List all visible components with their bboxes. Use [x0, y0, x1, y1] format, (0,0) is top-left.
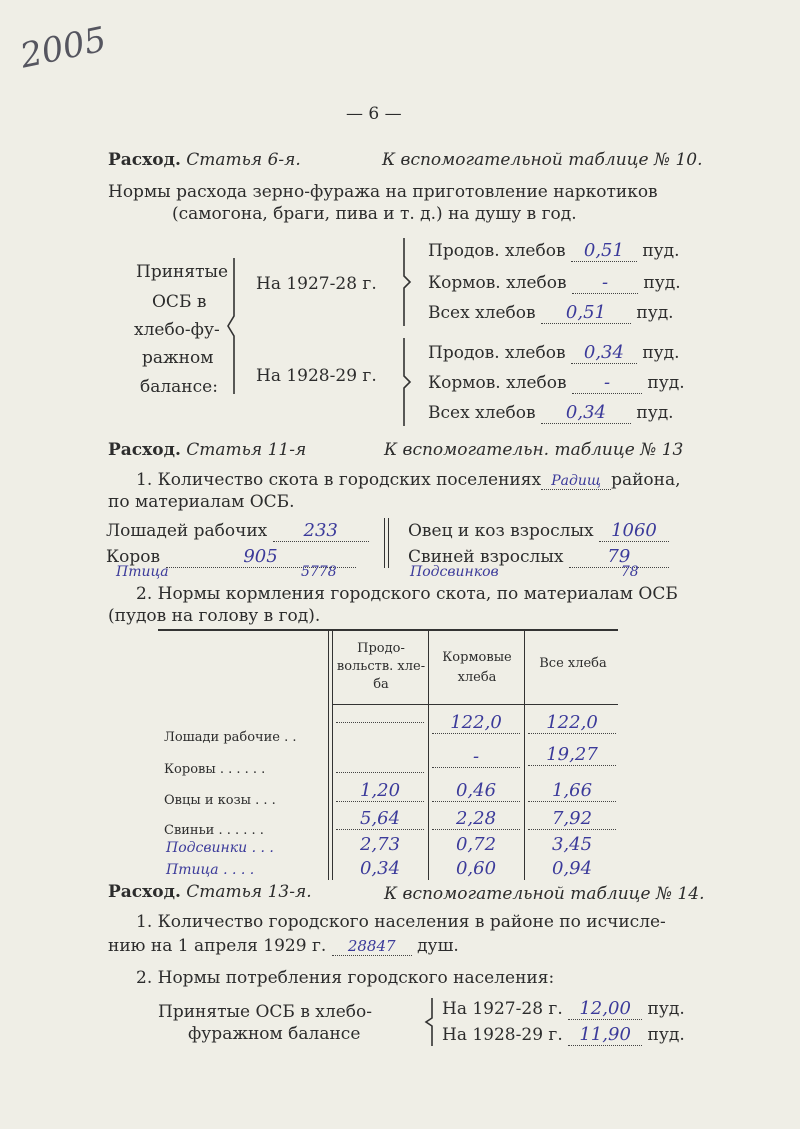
s6-row-3: Всех хлебов 0,51 пуд. [428, 302, 674, 323]
s6-left-label-3: хлебо-фу- [134, 320, 220, 340]
s11-item1-line1: 1. Количество скота в городских поселениях Радищ района, [136, 470, 681, 490]
s6-year-2: На 1928-29 г. [256, 366, 377, 386]
s11-pigs-value: 79 [569, 546, 669, 568]
s13-heading [108, 882, 312, 902]
table-row-3-food: 1,20 [336, 780, 424, 802]
table-row-3-fodder: 0,46 [432, 780, 520, 802]
s6-row-2: Кормов. хлебов - пуд. [428, 272, 681, 293]
s13-year-1: На 1927-28 г. 12,00 пуд. [442, 998, 685, 1019]
corner-note: 2005 [16, 19, 110, 77]
s6-row-1: Продов. хлебов 0,51 пуд. [428, 240, 680, 261]
s6-table-ref: К вспомогательной таблице № 10. [382, 150, 703, 170]
table-row-4-label: Свиньи . . . . . . [164, 823, 264, 838]
s11-table-ref: К вспомогательн. таблице № 13 [384, 440, 684, 460]
table-row-1-fodder: 122,0 [432, 712, 520, 734]
table-row-6-label: Птица . . . . [166, 862, 255, 878]
s11-bird-value: 5778 [300, 564, 337, 580]
s6-left-label-5: балансе: [140, 377, 218, 397]
s6-title-line2: (самогона, браги, пива и т. д.) на душу в год. [172, 204, 577, 224]
s11-cows: Коров 905 [106, 546, 356, 568]
s6-left-label-4: ражном [142, 348, 214, 368]
page-number: — 6 — [346, 104, 402, 124]
s13-brace [422, 996, 436, 1048]
s13-population-value: 28847 [332, 937, 412, 956]
s6-left-label-2: ОСБ в [152, 292, 207, 312]
table-row-3-label: Овцы и козы . . . [164, 793, 276, 808]
s11-item1-line2: по материалам ОСБ. [108, 492, 295, 512]
s13-left-line2: фуражном балансе [188, 1024, 361, 1044]
s11-piglets-value: 78 [620, 564, 639, 580]
table-row-5-total: 3,45 [551, 834, 593, 855]
table-row-1-food [336, 722, 424, 723]
s11-horses: Лошадей рабочих 233 [106, 520, 369, 542]
s6-rashod: Расход. [108, 150, 181, 170]
s6-title-line1: Нормы расхода зерно-фуража на приготовление наркотиков [108, 182, 658, 202]
s13-table-ref: К вспомогательной таблице № 14. [384, 884, 705, 904]
s13-year-1-value: 12,00 [568, 998, 642, 1020]
table-header-food: Продо-вольств. хле-ба [336, 641, 426, 692]
s11-heading [108, 440, 306, 460]
s6-row-4: Продов. хлебов 0,34 пуд. [428, 342, 680, 363]
table-row-6-total: 0,94 [551, 858, 593, 879]
table-row-2-total: 19,27 [528, 744, 616, 766]
s6-row-2-value: - [572, 272, 638, 294]
s13-article: Статья 13-я. [186, 882, 312, 902]
table-row-3-total: 1,66 [528, 780, 616, 802]
s11-horses-value: 233 [273, 520, 369, 542]
s6-left-brace [226, 256, 242, 396]
s13-left-line1: Принятые ОСБ в хлебо- [158, 1002, 372, 1022]
table-row-1-label: Лошади рабочие . . [164, 730, 297, 745]
s11-cows-value: 905 [166, 546, 356, 568]
s6-row-6: Всех хлебов 0,34 пуд. [428, 402, 674, 423]
s6-article: Статья 6-я. [186, 150, 301, 170]
s6-brace-top [396, 236, 412, 328]
table-row-6-food: 0,34 [359, 858, 401, 879]
table-row-5-food: 2,73 [359, 834, 401, 855]
s6-row-1-value: 0,51 [571, 240, 637, 262]
table-row-5-label: Подсвинки . . . [166, 840, 274, 856]
table-row-4-food: 5,64 [336, 808, 424, 830]
s6-row-5-value: - [572, 372, 642, 394]
s6-heading [108, 150, 301, 170]
s13-item2: 2. Нормы потребления городского населения: [136, 968, 555, 988]
s13-item1-line1: 1. Количество городского населения в районе по исчисле- [136, 912, 666, 932]
s6-row-6-value: 0,34 [541, 402, 631, 424]
s11-item2-line1: 2. Нормы кормления городского скота, по материалам ОСБ [136, 584, 678, 604]
table-row-2-fodder: - [432, 746, 520, 768]
s13-year-2-value: 11,90 [568, 1024, 642, 1046]
s11-district-name: Радищ [541, 473, 611, 490]
s6-brace-bottom [396, 336, 412, 428]
table-row-1-total: 122,0 [528, 712, 616, 734]
s11-article: Статья 11-я [186, 440, 307, 460]
s11-piglets: Подсвинков 78 [410, 564, 639, 580]
s11-pigs: Свиней взрослых 79 [408, 546, 669, 568]
s11-sheep-value: 1060 [599, 520, 669, 542]
s6-row-4-value: 0,34 [571, 342, 637, 364]
s6-row-5: Кормов. хлебов - пуд. [428, 372, 685, 393]
table-row-5-fodder: 0,72 [455, 834, 497, 855]
table-header-fodder: Кормовые хлеба [442, 650, 512, 685]
s13-rashod: Расход. [108, 882, 181, 902]
table-row-4-fodder: 2,28 [432, 808, 520, 830]
table-row-4-total: 7,92 [528, 808, 616, 830]
s6-row-3-value: 0,51 [541, 302, 631, 324]
s13-year-2: На 1928-29 г. 11,90 пуд. [442, 1024, 685, 1045]
s11-sheep: Овец и коз взрослых 1060 [408, 520, 669, 542]
s11-rashod: Расход. [108, 440, 181, 460]
s6-year-1: На 1927-28 г. [256, 274, 377, 294]
table-row-6-fodder: 0,60 [455, 858, 497, 879]
s13-item1-line2: нию на 1 апреля 1929 г. 28847 душ. [108, 936, 459, 956]
s6-left-label-1: Принятые [136, 262, 229, 282]
table-header-total: Все хлеба [539, 656, 607, 671]
s11-item2-line2: (пудов на голову в год). [108, 606, 321, 626]
table-row-2-label: Коровы . . . . . . [164, 762, 266, 777]
s11-bird: Птица 5778 [116, 564, 337, 580]
table-row-2-food [336, 752, 424, 773]
